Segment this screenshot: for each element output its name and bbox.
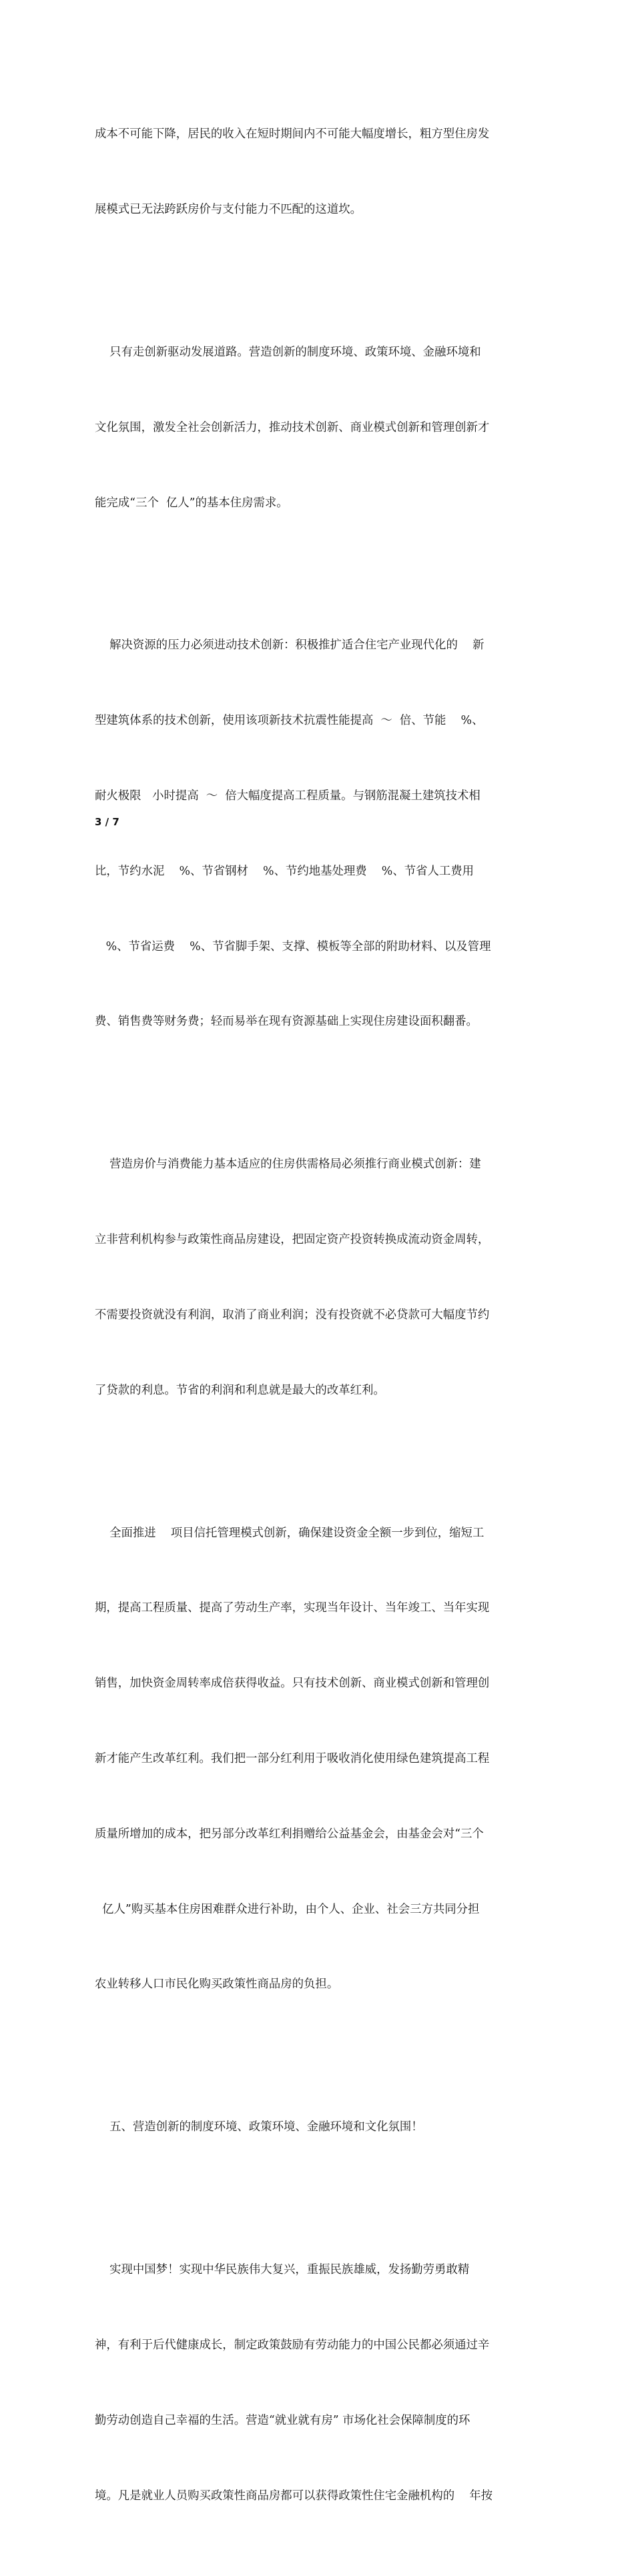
text-line: 型建筑体系的技术创新，使用该项新技术抗震性能提高 ～ 倍、节能 %、 [95,714,484,728]
text-line: 质量所增加的成本，把另部分改革红利捐赠给公益基金会，由基金会对“三个 [95,1827,484,1841]
text-line: 耐火极限 小时提高 ～ 倍大幅度提高工程质量。与钢筋混凝土建筑技术相 [95,789,481,803]
paragraph-4 [95,1102,541,1453]
text-line: %、节省运费 %、节省脚手架、支撑、模板等全部的附助材料、以及管理 [95,939,491,953]
text-line: 神，有利于后代健康成长，制定政策鼓励有劳动能力的中国公民都必须通过辛 [95,2338,490,2352]
text-line: 实现中国梦！实现中华民族伟大复兴，重振民族雄威，发扬勤劳勇敢精 [95,2263,470,2277]
text-line: 展模式已无法跨跃房价与支付能力不匹配的这道坎。 [95,202,362,216]
text-line: 只有走创新驱动发展道路。营造创新的制度环境、政策环境、金融环境和 [95,345,481,359]
text-line: 成本不可能下降，居民的收入在短时期间内不可能大幅度增长，粗方型住房发 [95,127,490,141]
text-line: 勤劳动创造自己幸福的生活。营造“就业就有房” 市场化社会保障制度的环 [95,2413,470,2427]
paragraph-3 [95,583,541,1085]
text-line: 全面推进 项目信托管理模式创新，确保建设资金全额一步到位，缩短工 [95,1526,485,1540]
text-line: 销售，加快资金周转率成倍获得收益。只有技术创新、商业模式创新和管理创 [95,1677,490,1691]
text-line: 期，提高工程质量、提高了劳动生产率，实现当年设计、当年竣工、当年实现 [95,1601,490,1615]
text-line: 费、销售费等财务费；轻而易举在现有资源基础上实现住房建设面积翻番。 [95,1015,478,1029]
text-line: 了贷款的利息。节省的利润和利息就是最大的改革红利。 [95,1383,385,1397]
text-line: 五、营造创新的制度环境、政策环境、金融环境和文化氛围！ [95,2120,423,2134]
paragraph-1 [95,72,541,273]
text-line: 营造房价与消费能力基本适应的住房供需格局必须推行商业模式创新：建 [95,1158,481,1172]
paragraph-2 [95,290,541,566]
text-line: 境。凡是就业人员购买政策性商品房都可以获得政策性住宅金融机构的 年按 [95,2489,493,2503]
text-line: 亿人”购买基本住房困难群众进行补助，由个人、企业、社会三方共同分担 [95,1902,480,1916]
text-line: 立非营利机构参与政策性商品房建设，把固定资产投资转换成流动资金周转， [95,1233,490,1247]
text-line: 农业转移人口市民化购买政策性商品房的负担。 [95,1978,339,1992]
section-heading [95,2065,541,2190]
text-line: 比，节约水泥 %、节省钢材 %、节约地基处理费 %、节省人工费用 [95,864,474,878]
paragraph-7 [95,2208,541,2559]
document-body [95,72,541,2576]
text-line: 不需要投资就没有利润，取消了商业利润；没有投资就不必贷款可大幅度节约 [95,1308,490,1322]
page-number: 3 / 7 [95,816,119,828]
paragraph-5 [95,1470,541,2048]
text-line: 解决资源的压力必须进动技术创新：积极推扩适合住宅产业现代化的 新 [95,638,485,653]
text-line: 能完成“三个 亿人”的基本住房需求。 [95,496,288,510]
text-line: 文化氛围，激发全社会创新活力，推动技术创新、商业模式创新和管理创新才 [95,420,490,434]
text-line: 新才能产生改革红利。我们把一部分红利用于吸收消化使用绿色建筑提高工程 [95,1752,490,1765]
